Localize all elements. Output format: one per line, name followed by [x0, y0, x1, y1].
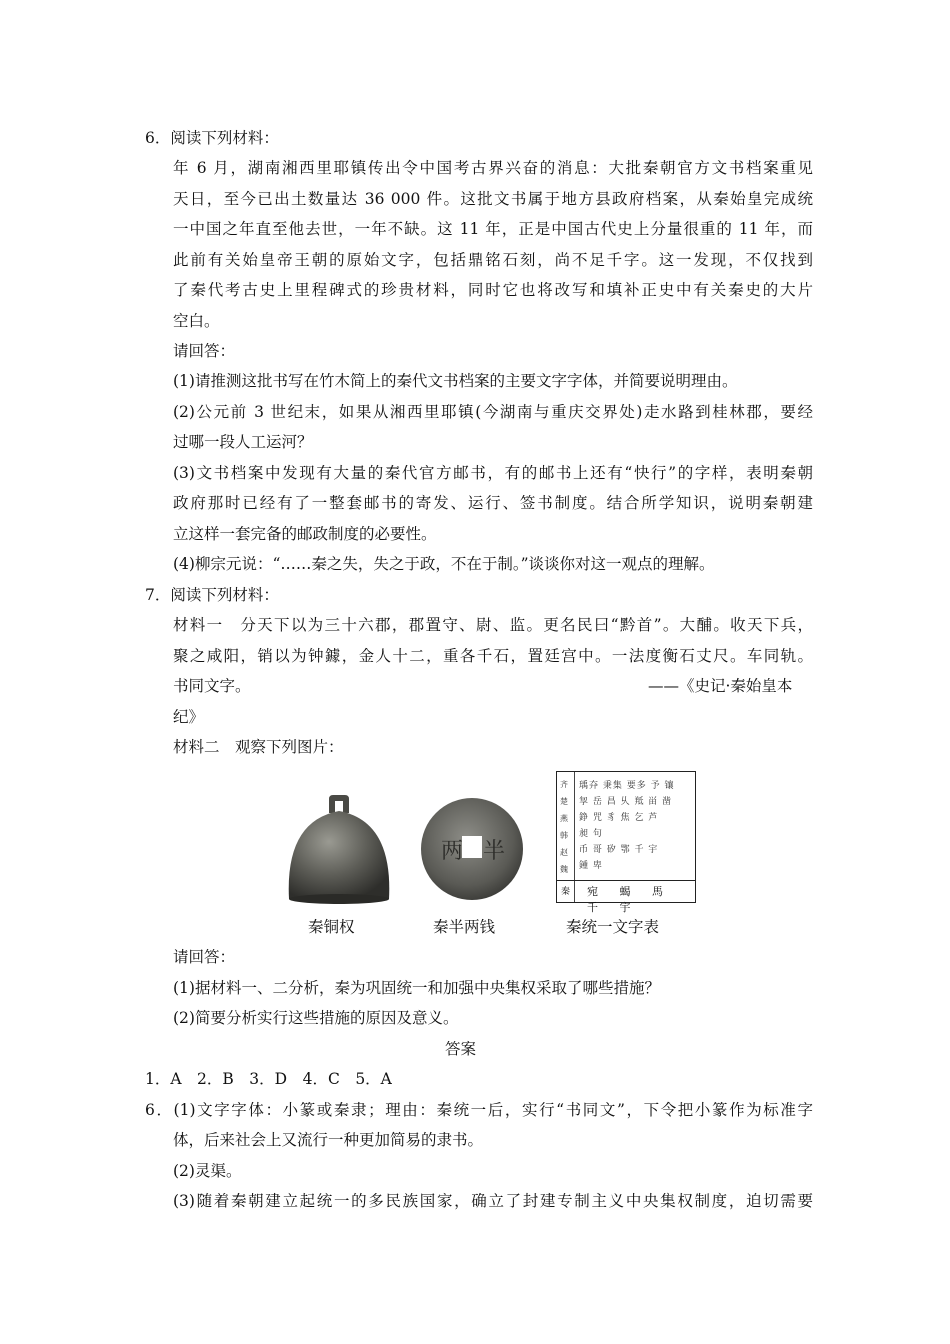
table-glyph-row: 㝁 岳 昌 乆 羝 畄 凿	[579, 797, 673, 807]
q7-material1: 材料一 分天下以为三十六郡，郡置守、尉、监。更名民曰“黔首”。大酺。收天下兵，	[173, 616, 813, 634]
q7-heading: 7．阅读下列材料：	[145, 586, 279, 604]
q7-material1: 书同文字。	[173, 677, 251, 695]
answer-6-1: 6．(1)文字字体：小篆或秦隶；理由：秦统一后，实行“书同文”，下令把小篆作为标准字	[145, 1101, 813, 1119]
caption-coin: 秦半两钱	[433, 918, 496, 936]
answer-6-2: (2)灵渠。	[173, 1162, 242, 1180]
table-glyph-row: 鍾 卑	[579, 861, 603, 871]
q6-para-line: 了秦代考古史上里程碑式的珍贵材料，同时它也将改写和填补正史中有关秦史的大片	[173, 281, 813, 299]
q7-sub2: (2)简要分析实行这些措施的原因及意义。	[173, 1009, 459, 1027]
table-qin-label: 秦	[561, 887, 571, 897]
q6-para-line: 年 6 月，湖南湘西里耶镇传出令中国考古界兴奋的消息：大批秦朝官方文书档案重见	[173, 159, 813, 177]
q6-sub4: (4)柳宗元说：“……秦之失，失之于政，不在于制。”谈谈你对这一观点的理解。	[173, 555, 715, 573]
q7-material1: 聚之咸阳，销以为钟鐻，金人十二，重各千石，置廷宫中。一法度衡石丈尺。车同轨。	[173, 647, 813, 665]
caption-script-table: 秦统一文字表	[566, 918, 660, 936]
table-glyph-row: 币 哥 矽 鄂 千 宇	[579, 845, 659, 855]
q7-sub1: (1)据材料一、二分析，秦为巩固统一和加强中央集权采取了哪些措施？	[173, 979, 660, 997]
q6-heading: 6．阅读下列材料：	[145, 129, 279, 147]
q6-sub3: (3)文书档案中发现有大量的秦代官方邮书，有的邮书上还有“快行”的字样，表明秦朝	[173, 464, 813, 482]
answer-6-3: (3)随着秦朝建立起统一的多民族国家，确立了封建专制主义中央集权制度，迫切需要	[173, 1192, 813, 1210]
table-state-labels: 齐 楚 燕 韩 赵 魏	[560, 780, 568, 874]
answer-mc: 1．A 2．B 3．D 4．C 5．A	[145, 1070, 392, 1088]
unified-script-table-image	[556, 771, 696, 914]
table-glyph-row: 錚 咒 豸 焦 乞 芦	[579, 813, 659, 823]
coin-char-right: 半	[483, 839, 506, 864]
q7-ask: 请回答：	[173, 948, 236, 966]
q6-sub3-cont: 政府那时已经有了一整套邮书的寄发、运行、签书制度。结合所学知识，说明秦朝建	[173, 494, 813, 512]
q6-para-line: 一中国之年直至他去世，一年不缺。这 11 年，正是中国古代史上分量很重的 11 年，而	[173, 220, 813, 238]
coin-char-left: 两	[441, 839, 464, 864]
bronze-weight-image	[283, 793, 395, 905]
q6-sub3-cont: 立这样一套完备的邮政制度的必要性。	[173, 525, 437, 543]
q6-para-line: 此前有关始皇帝王朝的原始文字，包括鼎铭石刻，尚不足千字。这一发现，不仅找到	[173, 251, 813, 269]
q7-source-cont: 纪》	[173, 708, 205, 726]
caption-bronze-weight: 秦铜权	[308, 918, 355, 936]
q7-material2: 材料二 观察下列图片：	[173, 738, 344, 756]
table-glyph-row: 瑀㚏 秉集 要多 予 镶	[579, 781, 675, 791]
q6-ask: 请回答：	[173, 342, 236, 360]
q6-sub2: (2)公元前 3 世纪末，如果从湘西里耶镇(今湖南与重庆交界处)走水路到桂林郡，要经	[173, 403, 813, 421]
q6-para-line: 空白。	[173, 312, 220, 330]
q7-source: ——《史记·秦始皇本	[648, 677, 793, 695]
answer-title: 答案	[445, 1040, 477, 1058]
table-qin-glyphs: 宛 蝎 馬 千 宇	[587, 885, 672, 914]
table-glyph-row: 昶 句	[579, 829, 603, 839]
q6-sub1: (1)请推测这批书写在竹木简上的秦代文书档案的主要文字字体，并简要说明理由。	[173, 372, 738, 390]
q6-sub2-cont: 过哪一段人工运河？	[173, 433, 313, 451]
q6-para-line: 天日，至今已出土数量达 36 000 件。这批文书属于地方县政府档案，从秦始皇完成统	[173, 190, 813, 208]
ban-liang-coin-image	[419, 796, 525, 902]
answer-6-1-cont: 体，后来社会上又流行一种更加简易的隶书。	[173, 1131, 484, 1149]
